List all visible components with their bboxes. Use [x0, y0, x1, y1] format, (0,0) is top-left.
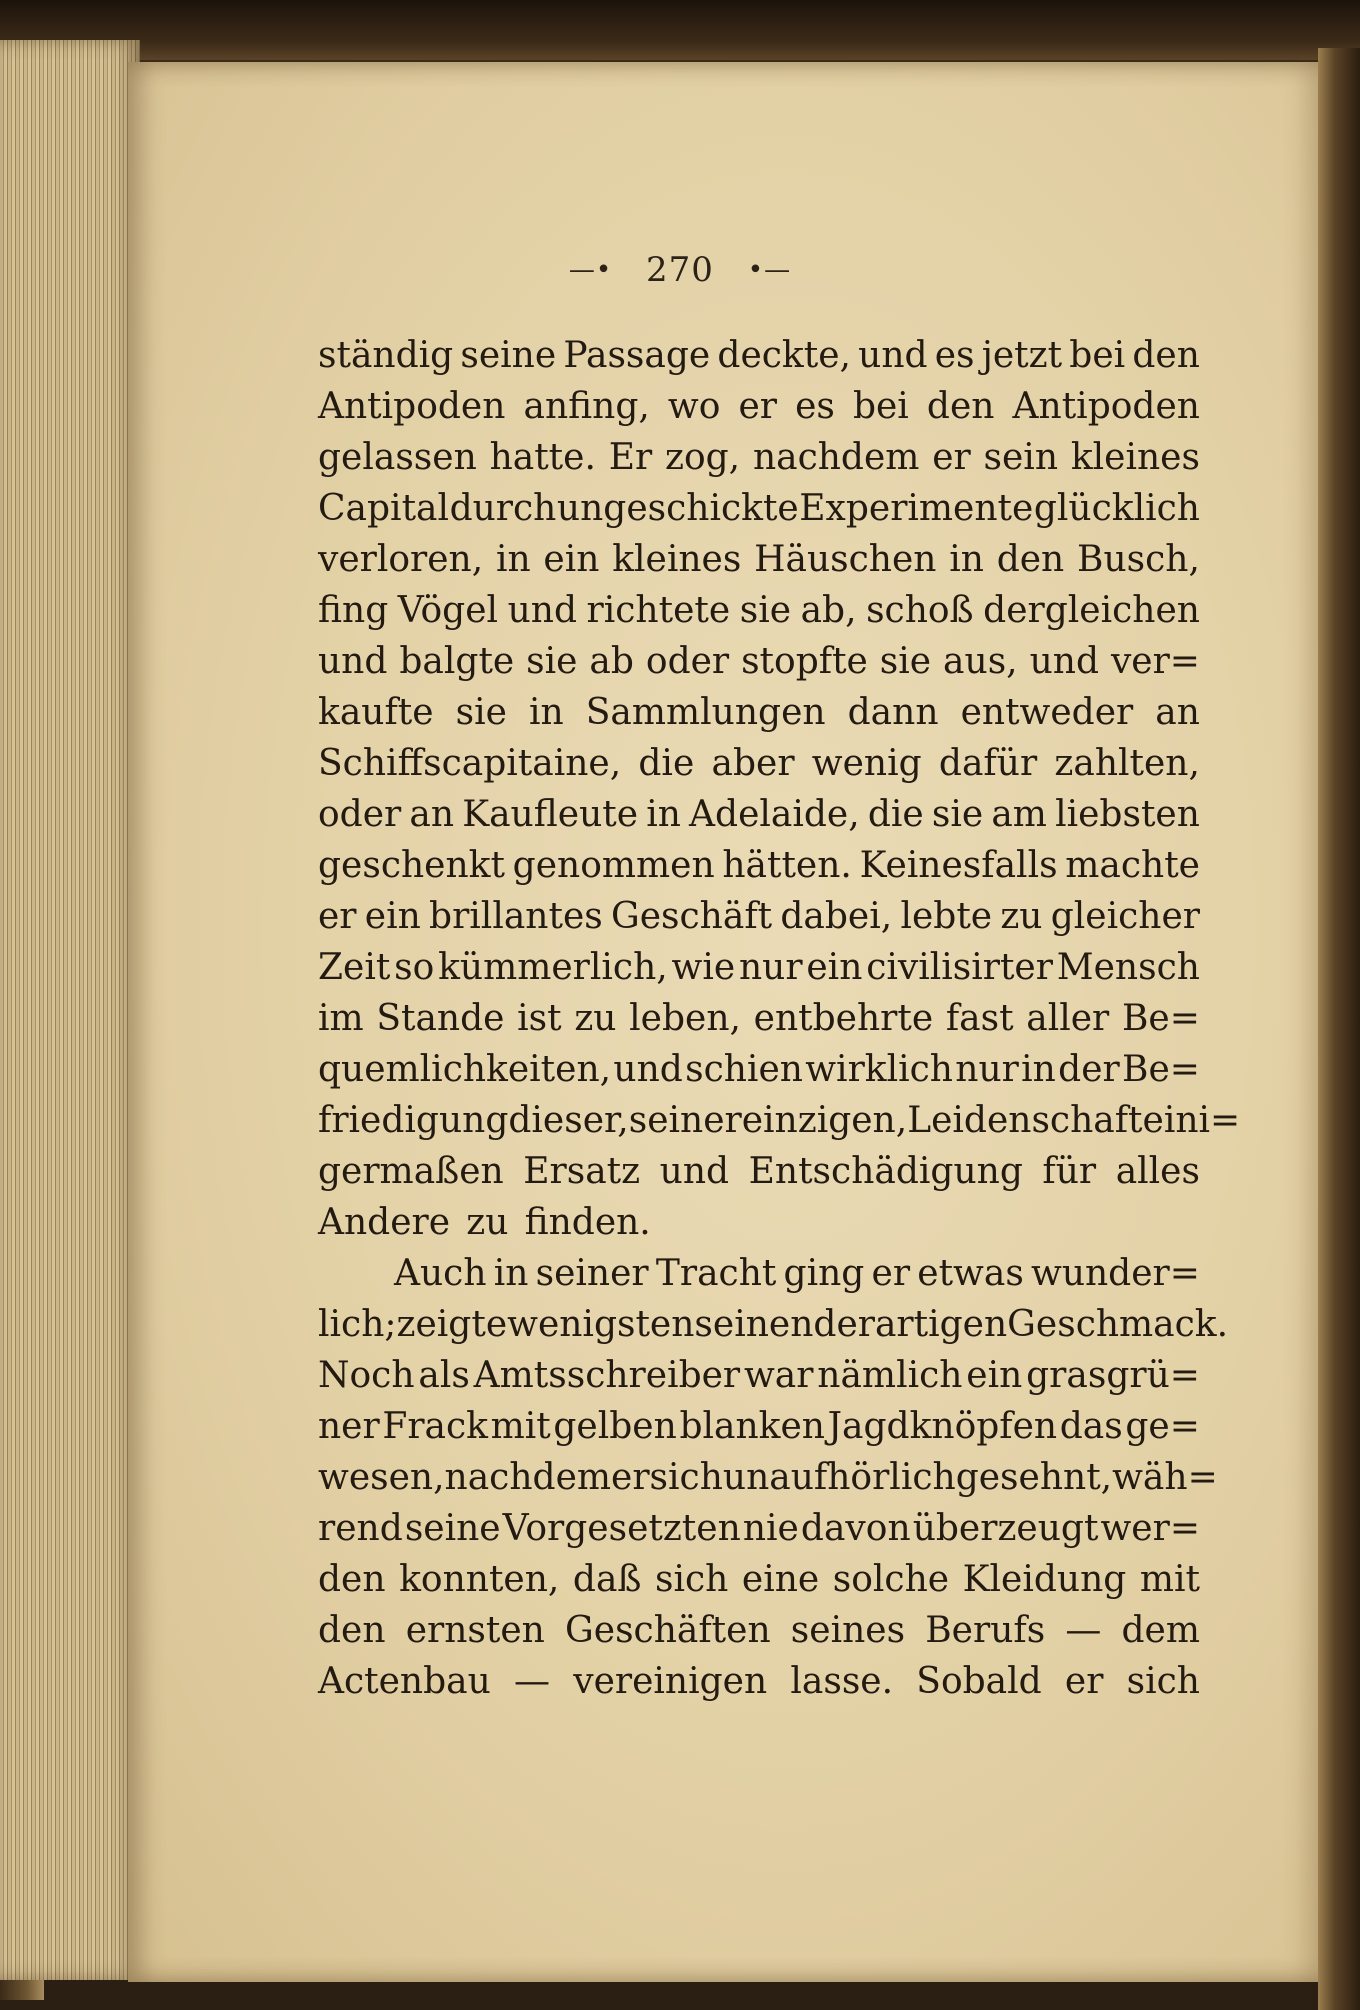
text-line: [318, 381, 1200, 432]
text-line: [318, 1146, 1200, 1197]
word: Vögel: [397, 590, 499, 631]
word: eini=: [1142, 1100, 1241, 1141]
word: gelben: [553, 1406, 677, 1447]
word: Jagdknöpfen: [827, 1406, 1058, 1447]
word: Frack: [382, 1406, 488, 1447]
word: ein: [364, 896, 421, 937]
word: zu: [1000, 896, 1043, 937]
word: es: [934, 335, 975, 376]
word: ein: [543, 539, 600, 580]
word: ver=: [1110, 641, 1200, 682]
word: Auch: [394, 1253, 487, 1294]
word: rend: [318, 1508, 403, 1549]
word: Schiffscapitaine,: [318, 743, 622, 784]
word: mit: [490, 1406, 551, 1447]
word: sie: [739, 590, 792, 631]
word: Häuschen: [754, 539, 937, 580]
word: friedigung: [318, 1100, 509, 1141]
word: einzigen,: [741, 1100, 908, 1141]
word: Ersatz: [523, 1151, 641, 1192]
word: seines: [790, 1610, 906, 1651]
page-number: 270: [646, 250, 714, 290]
word: war: [743, 1355, 814, 1396]
word: er: [932, 437, 971, 478]
word: Tracht: [655, 1253, 777, 1294]
word: nach: [444, 1457, 533, 1498]
text-line: [318, 1350, 1200, 1401]
word: leben,: [629, 998, 741, 1039]
word: in: [1021, 1049, 1056, 1090]
word: und: [659, 1151, 730, 1192]
word: Geschäft: [610, 896, 773, 937]
word: ist: [517, 998, 562, 1039]
word: sich: [1126, 1661, 1200, 1702]
word: Antipoden: [1012, 386, 1200, 427]
word: lebte: [900, 896, 993, 937]
word: Sobald: [916, 1661, 1042, 1702]
word: sein: [983, 437, 1059, 478]
word: Be=: [1121, 998, 1200, 1039]
word: zog,: [665, 437, 741, 478]
word: liebsten: [1055, 794, 1200, 835]
word: sie: [879, 641, 932, 682]
word: brillantes: [429, 896, 603, 937]
word: sich: [649, 1457, 723, 1498]
word: wie: [671, 947, 736, 988]
word: den: [926, 386, 995, 427]
word: dieser,: [508, 1100, 629, 1141]
word: und: [613, 1049, 683, 1090]
text-line: [318, 1554, 1200, 1605]
word: zu: [574, 998, 617, 1039]
word: etwas: [917, 1253, 1024, 1294]
word: seine: [404, 1508, 501, 1549]
word: den: [996, 539, 1065, 580]
word: seine: [460, 335, 557, 376]
word: Noch: [318, 1355, 415, 1396]
word: kleines: [1070, 437, 1200, 478]
text-line: [318, 483, 1200, 534]
text-line: [318, 942, 1200, 993]
word: an: [409, 794, 455, 835]
word: stopfte: [741, 641, 868, 682]
word: einen: [712, 1304, 814, 1345]
word: ständig: [318, 335, 454, 376]
word: wo: [667, 386, 721, 427]
word: Sammlungen: [585, 692, 826, 733]
word: wirklich: [805, 1049, 953, 1090]
word: dem: [532, 1457, 612, 1498]
word: nämlich: [817, 1355, 963, 1396]
text-line: [318, 993, 1200, 1044]
page-header: [0, 250, 1360, 290]
word: grasgrü=: [1026, 1355, 1200, 1396]
word: lasse.: [790, 1661, 894, 1702]
word: ner: [318, 1406, 380, 1447]
word: nie: [742, 1508, 799, 1549]
word: gesehnt,: [955, 1457, 1113, 1498]
book-top-edge: [0, 0, 1360, 60]
word: nur: [738, 947, 803, 988]
word: als: [418, 1355, 470, 1396]
word: davon: [800, 1508, 911, 1549]
word: ein: [806, 947, 863, 988]
word: seiner: [535, 1253, 649, 1294]
word: das: [1059, 1406, 1123, 1447]
word: Entschädigung: [748, 1151, 1023, 1192]
word: fast: [945, 998, 1014, 1039]
word: finden.: [524, 1202, 651, 1243]
text-line: [318, 534, 1200, 585]
word: so: [394, 947, 435, 988]
word: oder: [645, 641, 730, 682]
word: Experimente: [799, 488, 1034, 529]
text-line: [318, 1299, 1229, 1350]
word: wunder=: [1031, 1253, 1200, 1294]
word: solche: [832, 1559, 950, 1600]
word: deckte,: [717, 335, 851, 376]
word: in: [528, 692, 564, 733]
word: alles: [1115, 1151, 1200, 1192]
word: unaufhörlich: [722, 1457, 956, 1498]
text-line: [318, 1656, 1200, 1707]
word: Er: [608, 437, 653, 478]
word: und: [1029, 641, 1099, 682]
word: hatte.: [489, 437, 596, 478]
word: kleines: [612, 539, 742, 580]
word: anfing,: [523, 386, 650, 427]
word: glücklich: [1033, 488, 1200, 529]
word: ging: [783, 1253, 865, 1294]
word: er: [871, 1253, 911, 1294]
word: Busch,: [1077, 539, 1200, 580]
word: im: [318, 998, 364, 1039]
text-line: [318, 1401, 1200, 1452]
word: Mensch: [1056, 947, 1200, 988]
word: machte: [1065, 845, 1200, 886]
word: durch: [449, 488, 557, 529]
word: oder: [318, 794, 402, 835]
word: balgte: [399, 641, 515, 682]
word: den: [1132, 335, 1200, 376]
word: nachdem: [752, 437, 920, 478]
word: jetzt: [981, 335, 1063, 376]
word: mit: [1139, 1559, 1200, 1600]
word: dem: [1121, 1610, 1200, 1651]
word: in: [949, 539, 984, 580]
word: entbehrte: [753, 998, 934, 1039]
word: Stande: [376, 998, 505, 1039]
word: schoß: [866, 590, 974, 631]
word: zu: [466, 1202, 509, 1243]
word: in: [493, 1253, 529, 1294]
word: in: [495, 539, 531, 580]
word: hätten.: [722, 845, 852, 886]
word: Passage: [563, 335, 711, 376]
word: wäh=: [1112, 1457, 1218, 1498]
word: für: [1042, 1151, 1097, 1192]
word: dabei,: [780, 896, 893, 937]
word: Be=: [1122, 1049, 1200, 1090]
word: Keinesfalls: [859, 845, 1058, 886]
word: gelassen: [318, 437, 477, 478]
word: aber: [711, 743, 795, 784]
word: Leidenschaft: [907, 1100, 1143, 1141]
word: bei: [1069, 335, 1126, 376]
word: wer=: [1100, 1508, 1200, 1549]
word: zahlten,: [1054, 743, 1200, 784]
word: civilisirter: [866, 947, 1053, 988]
text-line: [318, 330, 1200, 381]
word: wenigstens: [507, 1304, 713, 1345]
word: ab: [589, 641, 634, 682]
word: dafür: [938, 743, 1038, 784]
text-line: [318, 789, 1200, 840]
word: zeigte: [396, 1304, 508, 1345]
word: sie: [526, 641, 578, 682]
word: an: [1155, 692, 1200, 733]
word: ein: [966, 1355, 1023, 1396]
word: Antipoden: [318, 386, 506, 427]
body-text: [318, 330, 1241, 1707]
word: aus,: [943, 641, 1018, 682]
stacked-page-edges: [0, 40, 140, 1980]
word: geschenkt: [318, 845, 505, 886]
ornament-right-icon: •—: [747, 255, 792, 285]
book-gutter: [1318, 48, 1360, 2010]
word: Geschmack.: [1007, 1304, 1229, 1345]
word: die: [638, 743, 695, 784]
word: er: [1064, 1661, 1104, 1702]
word: Zeit: [318, 947, 391, 988]
word: —: [1065, 1610, 1102, 1651]
word: aller: [1026, 998, 1110, 1039]
text-line: [318, 432, 1200, 483]
word: lich;: [318, 1304, 397, 1345]
word: eine: [741, 1559, 820, 1600]
word: daß: [572, 1559, 642, 1600]
word: sie: [455, 692, 507, 733]
word: kaufte: [318, 692, 434, 733]
word: kümmerlich,: [438, 947, 668, 988]
text-line: [318, 585, 1200, 636]
word: wenig: [811, 743, 922, 784]
word: ungeschickte: [556, 488, 799, 529]
word: richtete: [586, 590, 731, 631]
word: er: [611, 1457, 650, 1498]
word: blanken: [679, 1406, 825, 1447]
word: entweder: [960, 692, 1134, 733]
word: vereinigen: [573, 1661, 768, 1702]
word: Amtsschreiber: [473, 1355, 741, 1396]
word: sie: [931, 794, 984, 835]
word: den: [318, 1610, 386, 1651]
text-line: [318, 738, 1200, 789]
word: dann: [847, 692, 939, 733]
text-line: [318, 687, 1200, 738]
word: Actenbau: [318, 1661, 491, 1702]
word: Andere: [318, 1202, 451, 1243]
text-line: [318, 891, 1200, 942]
word: schien: [685, 1049, 803, 1090]
word: dergleichen: [983, 590, 1200, 631]
word: Adelaide,: [689, 794, 860, 835]
word: seiner: [628, 1100, 742, 1141]
word: germaßen: [318, 1151, 504, 1192]
word: er: [738, 386, 778, 427]
word: —: [514, 1661, 551, 1702]
text-line: [318, 1197, 1200, 1248]
word: Kleidung: [962, 1559, 1127, 1600]
word: und: [507, 590, 577, 631]
text-line: [318, 636, 1200, 687]
word: Vorgesetzten: [502, 1508, 741, 1549]
text-line: [318, 1503, 1200, 1554]
word: Kaufleute: [462, 794, 639, 835]
text-line: [318, 840, 1200, 891]
word: und: [318, 641, 388, 682]
word: in: [646, 794, 681, 835]
word: nur: [955, 1049, 1019, 1090]
word: Geschäften: [565, 1610, 771, 1651]
word: der: [1058, 1049, 1120, 1090]
ornament-left-icon: —•: [568, 255, 613, 285]
word: am: [991, 794, 1047, 835]
word: es: [795, 386, 835, 427]
word: wesen,: [318, 1457, 445, 1498]
word: bei: [852, 386, 909, 427]
word: die: [867, 794, 924, 835]
word: fing: [318, 590, 389, 631]
word: derartigen: [813, 1304, 1008, 1345]
word: gleicher: [1050, 896, 1200, 937]
word: quemlichkeiten,: [318, 1049, 612, 1090]
word: Berufs: [925, 1610, 1046, 1651]
text-line: [318, 1605, 1200, 1656]
word: und: [858, 335, 928, 376]
text-line: [318, 1452, 1218, 1503]
text-line: [318, 1248, 1200, 1299]
word: verloren,: [318, 539, 484, 580]
word: konnten,: [399, 1559, 560, 1600]
word: überzeugt: [912, 1508, 1099, 1549]
word: ab,: [800, 590, 857, 631]
word: ernsten: [405, 1610, 545, 1651]
text-line: [318, 1095, 1241, 1146]
word: er: [318, 896, 357, 937]
word: den: [318, 1559, 386, 1600]
word: Capital: [318, 488, 450, 529]
word: ge=: [1125, 1406, 1200, 1447]
word: sich: [655, 1559, 729, 1600]
word: genommen: [512, 845, 715, 886]
text-line: [318, 1044, 1200, 1095]
